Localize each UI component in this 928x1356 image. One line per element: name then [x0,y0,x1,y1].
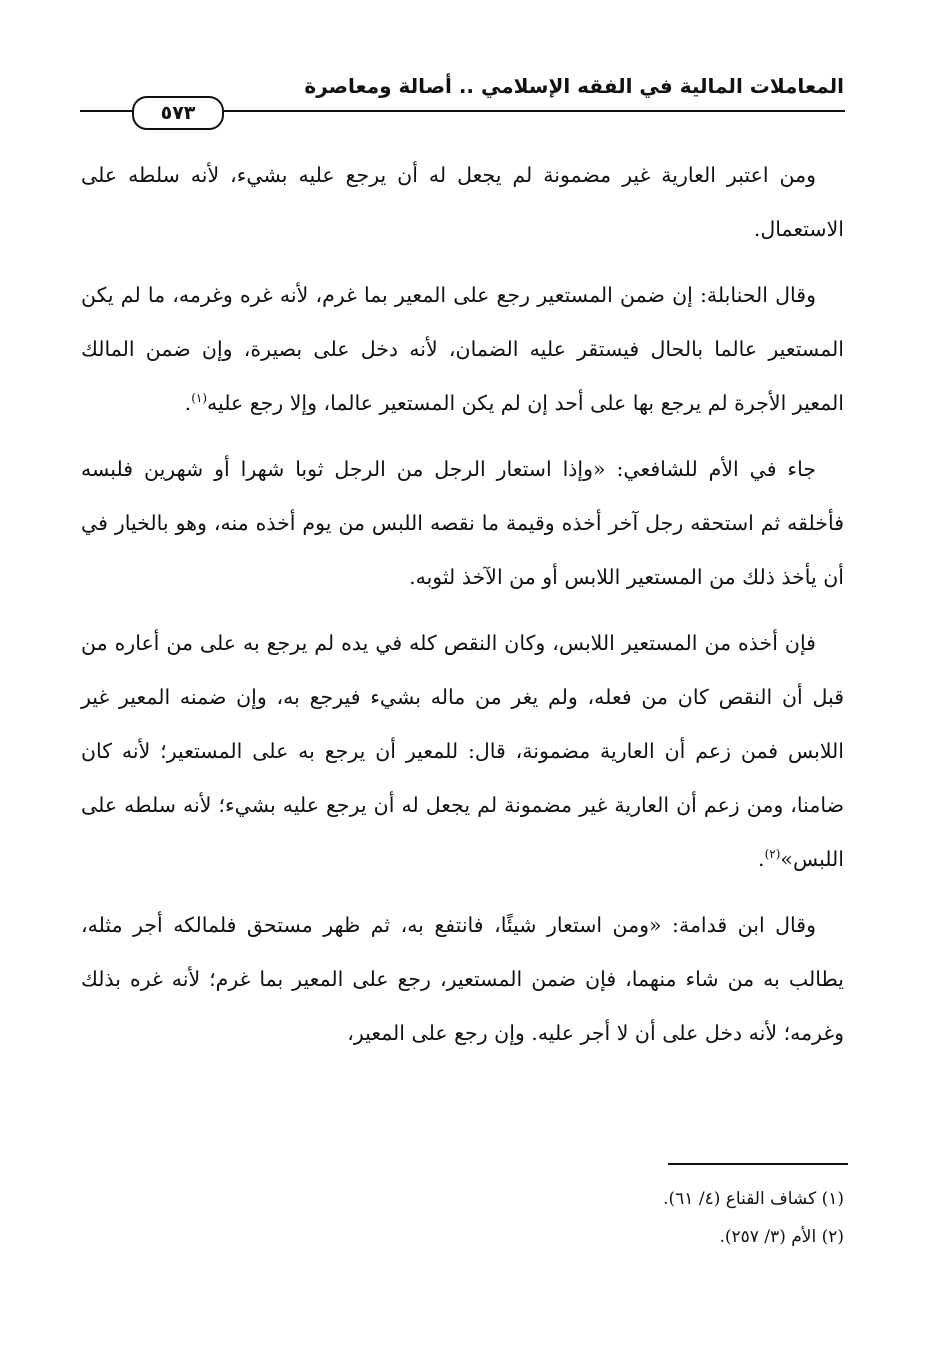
paragraph [81,898,844,1060]
footnotes [244,1180,844,1256]
body-text [81,148,844,1072]
paragraph-text: وقال الحنابلة: إن ضمن المستعير رجع على المعير بما غرم، لأنه غره وغرمه، ما لم يكن المستعير عالما بالحال فيستقر عليه الضمان، لأنه دخل على بصيرة، وإن ضمن المالك المعير الأجرة لم يرجع بها على أحد إن لم يكن المستعير عالما، وإلا رجع عليه [81,283,844,415]
footnote-reference: (١) [191,391,208,406]
paragraph [81,148,844,256]
page-number: ٥٧٣ [132,96,224,130]
paragraph-end: . [184,391,192,415]
footnote: (١) كشاف القناع (٤/ ٦١). [663,1189,844,1209]
paragraph [81,442,844,604]
running-title: المعاملات المالية في الفقه الإسلامي .. أصالة ومعاصرة [304,74,844,98]
paragraph [81,268,844,430]
paragraph-text: جاء في الأم للشافعي: «وإذا استعار الرجل من الرجل ثوبا شهرا أو شهرين فلبسه فأخلقه ثم استحقه رجل آخر أخذه وقيمة ما نقصه اللبس من يوم أخذه منه، وهو بالخيار في أن يأخذ ذلك من المستعير اللابس أو من الآخذ لثوبه. [81,457,844,589]
footnote-separator [668,1163,848,1165]
footnote-reference: (٢) [764,847,781,862]
footnote: (٢) الأم (٣/ ٢٥٧). [719,1227,844,1247]
paragraph-text: وقال ابن قدامة: «ومن استعار شيئًا، فانتفع به، ثم ظهر مستحق فلمالكه أجر مثله، يطالب به من شاء منهما، فإن ضمن المستعير، رجع على المعير بما غرم؛ لأنه غره بذلك وغرمه؛ لأنه دخل على أن لا أجر عليه. وإن رجع على المعير، [81,913,844,1045]
paragraph-text: ومن اعتبر العارية غير مضمونة لم يجعل له أن يرجع عليه بشيء، لأنه سلطه على الاستعمال. [81,163,844,241]
paragraph [81,616,844,886]
paragraph-end: . [758,847,765,871]
paragraph-text: فإن أخذه من المستعير اللابس، وكان النقص كله في يده لم يرجع به على من أعاره من قبل أن النقص كان من فعله، ولم يغر من ماله بشيء فيرجع به، وإن ضمنه المعير غير اللابس فمن زعم أن العارية مضمونة، قال: للمعير أن يرجع به على المستعير؛ لأنه كان ضامنا، ومن زعم أن العارية غير مضمونة لم يجعل له أن يرجع عليه بشيء؛ لأنه سلطه على اللبس» [81,631,844,871]
